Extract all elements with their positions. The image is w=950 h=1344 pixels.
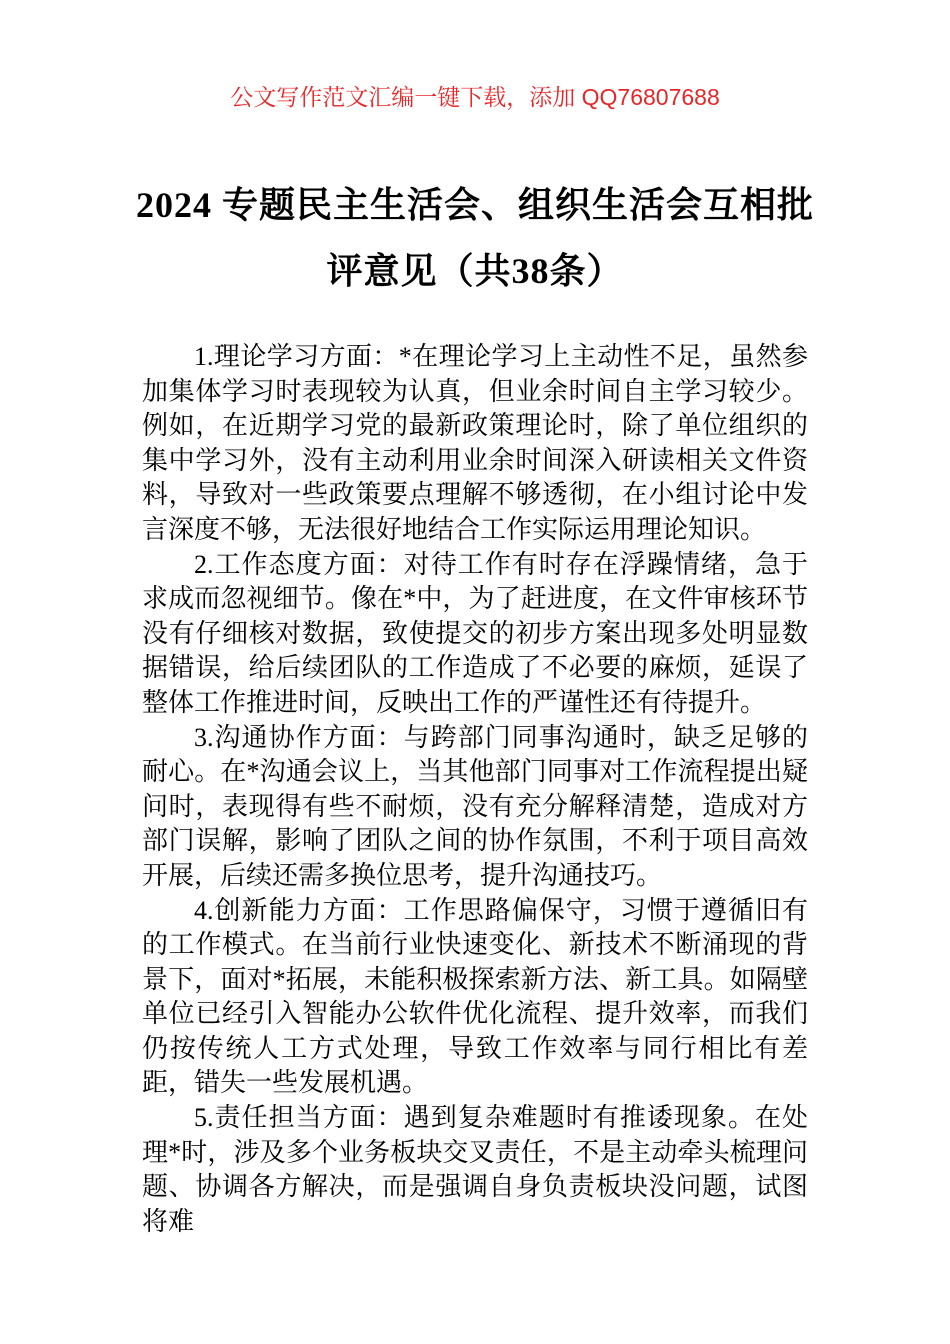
document-body	[142, 340, 808, 1239]
document-title-line-2: 评意见（共38条）	[326, 251, 624, 291]
document-title	[0, 172, 950, 304]
paragraph-5-responsibility: 5.责任担当方面：遇到复杂难题时有推诿现象。在处理*时，涉及多个业务板块交叉责任，不是主动牵头梳理问题、协调各方解决，而是强调自身负责板块没问题，试图将难	[142, 1103, 808, 1236]
paragraph-1-theory-study: 1.理论学习方面：*在理论学习上主动性不足，虽然参加集体学习时表现较为认真，但业余时间自主学习较少。例如，在近期学习党的最新政策理论时，除了单位组织的集中学习外，没有主动利用业余时间深入研读相关文件资料，导致对一些政策要点理解不够透彻，在小组讨论中发言深度不够，无法很好地结合工作实际运用理论知识。	[142, 342, 808, 544]
paragraph-3-communication: 3.沟通协作方面：与跨部门同事沟通时，缺乏足够的耐心。在*沟通会议上，当其他部门同事对工作流程提出疑问时，表现得有些不耐烦，没有充分解释清楚，造成对方部门误解，影响了团队之间的协作氛围，不利于项目高效开展，后续还需多换位思考，提升沟通技巧。	[142, 722, 808, 890]
promo-banner-text: 公文写作范文汇编一键下载，添加 QQ76807688	[230, 84, 720, 110]
paragraph-4-innovation: 4.创新能力方面：工作思路偏保守，习惯于遵循旧有的工作模式。在当前行业快速变化、新技术不断涌现的背景下，面对*拓展，未能积极探索新方法、新工具。如隔壁单位已经引入智能办公软件优化流程、提升效率，而我们仍按传统人工方式处理，导致工作效率与同行相比有差距，错失一些发展机遇。	[142, 895, 808, 1098]
paragraph-2-work-attitude: 2.工作态度方面：对待工作有时存在浮躁情绪，急于求成而忽视细节。像在*中，为了赶进度，在文件审核环节没有仔细核对数据，致使提交的初步方案出现多处明显数据错误，给后续团队的工作造成了不必要的麻烦，延误了整体工作推进时间，反映出工作的严谨性还有待提升。	[142, 549, 808, 717]
document-title-line-1: 2024 专题民主生活会、组织生活会互相批	[135, 185, 814, 225]
